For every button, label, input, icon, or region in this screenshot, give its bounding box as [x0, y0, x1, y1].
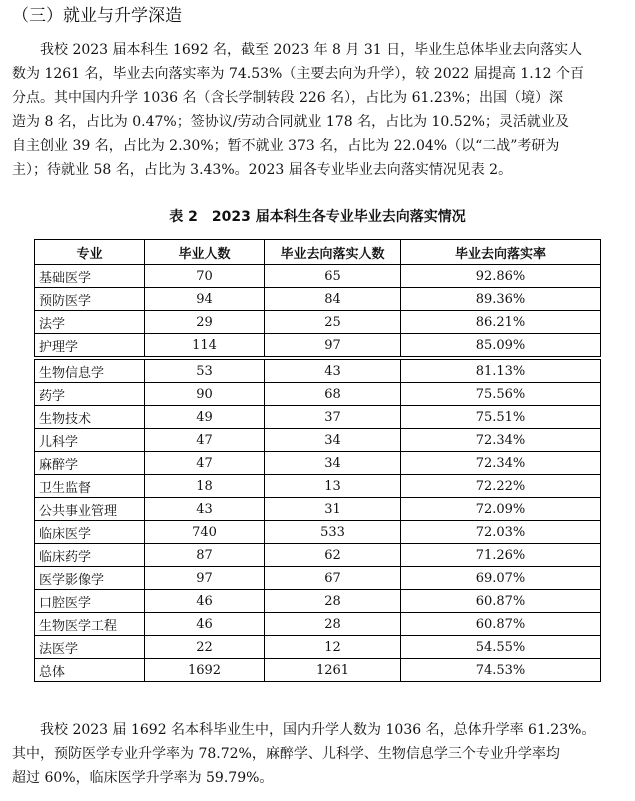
- cell-major: 法医学: [35, 636, 145, 659]
- cell-placed: 1261: [265, 659, 401, 682]
- cell-graduates: 70: [145, 265, 265, 288]
- cell-placed: 533: [265, 521, 401, 544]
- section-heading: （三）就业与升学深造: [12, 6, 182, 26]
- table-caption: 表 2 2023 届本科生各专业毕业去向落实情况: [169, 209, 466, 225]
- cell-graduates: 29: [145, 311, 265, 334]
- cell-rate: 75.56%: [401, 383, 601, 406]
- table-row: [35, 613, 601, 636]
- header-graduates: 毕业人数: [145, 240, 265, 265]
- cell-rate: 75.51%: [401, 406, 601, 429]
- table-row: [35, 475, 601, 498]
- table-row: [35, 452, 601, 475]
- cell-placed: 37: [265, 406, 401, 429]
- cell-major: 卫生监督: [35, 475, 145, 498]
- cell-graduates: 47: [145, 429, 265, 452]
- cell-rate: 69.07%: [401, 567, 601, 590]
- cell-major: 儿科学: [35, 429, 145, 452]
- cell-rate: 72.22%: [401, 475, 601, 498]
- cell-rate: 85.09%: [401, 334, 601, 359]
- table-group-2: [35, 358, 601, 682]
- cell-graduates: 87: [145, 544, 265, 567]
- cell-major: 公共事业管理: [35, 498, 145, 521]
- cell-rate: 81.13%: [401, 358, 601, 383]
- cell-major: 临床医学: [35, 521, 145, 544]
- cell-major: 生物医学工程: [35, 613, 145, 636]
- table-row: [35, 265, 601, 288]
- cell-graduates: 46: [145, 613, 265, 636]
- cell-graduates: 53: [145, 358, 265, 383]
- intro-line: 分点。其中国内升学 1036 名（含长学制转段 226 名），占比为 61.23%；出国（境）深: [12, 90, 563, 106]
- table-header-row: [35, 240, 601, 265]
- intro-paragraph: [12, 38, 624, 182]
- cell-rate: 54.55%: [401, 636, 601, 659]
- cell-major: 生物技术: [35, 406, 145, 429]
- cell-major: 麻醉学: [35, 452, 145, 475]
- cell-placed: 25: [265, 311, 401, 334]
- table-row: [35, 429, 601, 452]
- closing-line: 我校 2023 届 1692 名本科毕业生中，国内升学人数为 1036 名，总体升学率 61.23%。: [12, 722, 596, 738]
- table-row: [35, 636, 601, 659]
- intro-line: 造为 8 名，占比为 0.47%；签协议/劳动合同就业 178 名，占比为 10.52%；灵活就业及: [12, 114, 569, 130]
- cell-placed: 28: [265, 613, 401, 636]
- table-row: [35, 288, 601, 311]
- cell-major: 临床药学: [35, 544, 145, 567]
- cell-placed: 43: [265, 358, 401, 383]
- table-row: [35, 498, 601, 521]
- cell-placed: 62: [265, 544, 401, 567]
- table-row: [35, 590, 601, 613]
- cell-graduates: 47: [145, 452, 265, 475]
- cell-major: 基础医学: [35, 265, 145, 288]
- closing-paragraph: [12, 718, 624, 790]
- table-row: [35, 567, 601, 590]
- cell-major: 口腔医学: [35, 590, 145, 613]
- cell-graduates: 46: [145, 590, 265, 613]
- cell-graduates: 97: [145, 567, 265, 590]
- cell-major: 总体: [35, 659, 145, 682]
- closing-line: 超过 60%，临床医学升学率为 59.79%。: [12, 770, 274, 786]
- cell-rate: 72.03%: [401, 521, 601, 544]
- cell-graduates: 90: [145, 383, 265, 406]
- cell-major: 药学: [35, 383, 145, 406]
- cell-placed: 13: [265, 475, 401, 498]
- cell-major: 医学影像学: [35, 567, 145, 590]
- cell-rate: 72.09%: [401, 498, 601, 521]
- table-row: [35, 334, 601, 359]
- cell-placed: 34: [265, 452, 401, 475]
- cell-placed: 28: [265, 590, 401, 613]
- cell-rate: 60.87%: [401, 590, 601, 613]
- cell-rate: 74.53%: [401, 659, 601, 682]
- table-row: [35, 521, 601, 544]
- cell-placed: 31: [265, 498, 401, 521]
- cell-placed: 68: [265, 383, 401, 406]
- table-row: [35, 544, 601, 567]
- table-row: [35, 383, 601, 406]
- table-row: [35, 311, 601, 334]
- cell-placed: 97: [265, 334, 401, 359]
- cell-graduates: 1692: [145, 659, 265, 682]
- header-rate: 毕业去向落实率: [401, 240, 601, 265]
- intro-line: 我校 2023 届本科生 1692 名，截至 2023 年 8 月 31 日，毕业生总体毕业去向落实人: [12, 42, 583, 58]
- cell-rate: 92.86%: [401, 265, 601, 288]
- header-placed: 毕业去向落实人数: [265, 240, 401, 265]
- cell-major: 护理学: [35, 334, 145, 359]
- cell-placed: 12: [265, 636, 401, 659]
- cell-rate: 60.87%: [401, 613, 601, 636]
- cell-graduates: 740: [145, 521, 265, 544]
- closing-line: 其中，预防医学专业升学率为 78.72%，麻醉学、儿科学、生物信息学三个专业升学率均: [12, 746, 560, 762]
- cell-placed: 84: [265, 288, 401, 311]
- header-major: 专业: [35, 240, 145, 265]
- cell-placed: 65: [265, 265, 401, 288]
- cell-graduates: 43: [145, 498, 265, 521]
- table-row: [35, 406, 601, 429]
- cell-rate: 72.34%: [401, 429, 601, 452]
- cell-graduates: 22: [145, 636, 265, 659]
- employment-table: [34, 239, 601, 682]
- table-row: [35, 358, 601, 383]
- intro-line: 数为 1261 名，毕业去向落实率为 74.53%（主要去向为升学），较 2022 届提高 1.12 个百: [12, 66, 584, 82]
- cell-rate: 86.21%: [401, 311, 601, 334]
- cell-placed: 67: [265, 567, 401, 590]
- cell-rate: 89.36%: [401, 288, 601, 311]
- cell-rate: 71.26%: [401, 544, 601, 567]
- table-row: [35, 659, 601, 682]
- cell-graduates: 114: [145, 334, 265, 359]
- cell-major: 法学: [35, 311, 145, 334]
- cell-graduates: 18: [145, 475, 265, 498]
- cell-graduates: 49: [145, 406, 265, 429]
- cell-rate: 72.34%: [401, 452, 601, 475]
- cell-placed: 34: [265, 429, 401, 452]
- table-group-1: [35, 265, 601, 359]
- intro-line: 自主创业 39 名，占比为 2.30%；暂不就业 373 名，占比为 22.04%（以“二战”考研为: [12, 138, 560, 154]
- cell-major: 生物信息学: [35, 358, 145, 383]
- cell-major: 预防医学: [35, 288, 145, 311]
- cell-graduates: 94: [145, 288, 265, 311]
- intro-line: 主）；待就业 58 名，占比为 3.43%。2023 届各专业毕业去向落实情况见表 2。: [12, 162, 513, 178]
